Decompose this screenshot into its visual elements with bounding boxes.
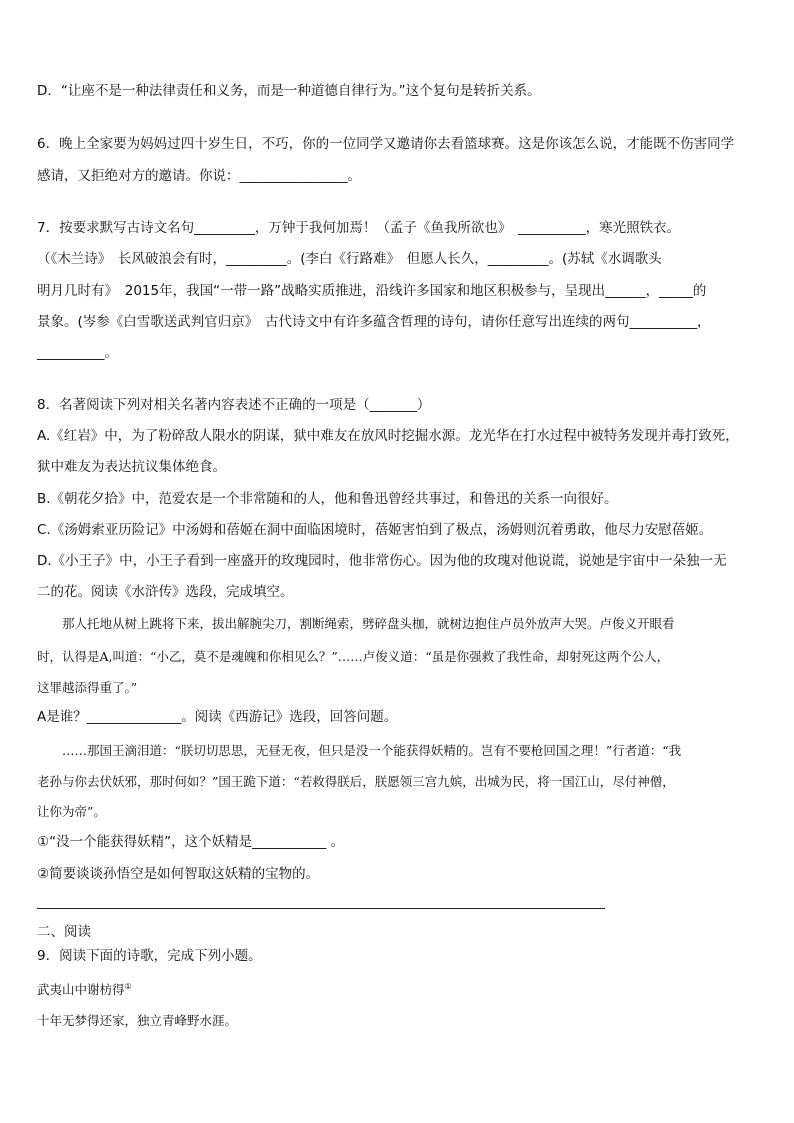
question-7-line-4: 景象。(岑参《白雪歌送武判官归京》 古代诗文中有许多蕴含哲理的诗句，请你任意写出连续的两句__________， bbox=[37, 314, 711, 330]
footnote-marker: ① bbox=[124, 982, 132, 991]
poem-line-1: 十年无梦得还家，独立青峰野水涯。 bbox=[37, 1013, 238, 1028]
question-9-stem: 9．阅读下面的诗歌，完成下列小题。 bbox=[37, 948, 262, 964]
question-8-option-d-2: 二的花。阅读《水浒传》选段，完成填空。 bbox=[37, 584, 294, 600]
question-8-option-d-1: D.《小王子》中，小王子看到一座盛开的玫瑰园时，他非常伤心。因为他的玫瑰对他说谎，说她是宇宙中一朵独一无 bbox=[37, 553, 727, 569]
shuihu-excerpt-line-3: 这罪越添得重了。” bbox=[37, 680, 138, 695]
question-8-option-a-1: A.《红岩》中，为了粉碎敌人限水的阴谋，狱中难友在放风时挖掘水源。龙光华在打水过程中被特务发现并毒打致死， bbox=[37, 428, 739, 444]
question-8-option-c: C.《汤姆索亚历险记》中汤姆和蓓姬在洞中面临困境时，蓓姬害怕到了极点，汤姆则沉着勇敢，他尽力安慰蓓姬。 bbox=[37, 522, 713, 538]
shuihu-excerpt-line-1: 那人托地从树上跳将下来，拔出解腕尖刀，割断绳索，劈碎盘头枷，就树边抱住卢员外放声大哭。卢俊义开眼看 bbox=[37, 616, 675, 631]
poem-title-text: 武夷山中谢枋得 bbox=[37, 982, 125, 998]
question-7-line-5: __________。 bbox=[37, 345, 118, 361]
question-7-line-1: 7．按要求默写古诗文名句_________，万钟于我何加焉！（孟子《鱼我所欲也》 __________，寒光照铁衣。 bbox=[37, 220, 681, 236]
question-7-line-3: 明月几时有》 2015年，我国“一带一路”战略实质推进，沿线许多国家和地区积极参与，呈现出______，_____的 bbox=[37, 283, 707, 299]
xiyouji-excerpt-line-1: ……那国王滴泪道：“朕切切思思，无昼无夜，但只是没一个能获得妖精的。岂有不要枪回国之理！”行者道：“我 bbox=[37, 743, 682, 758]
xiyouji-excerpt-line-3: 让你为帝”。 bbox=[37, 804, 106, 819]
shuihu-question: A是谁？______________。阅读《西游记》选段，回答问题。 bbox=[37, 709, 398, 725]
option-d-line: D．“让座不是一种法律责任和义务，而是一种道德自律行为。”这个复句是转折关系。 bbox=[37, 83, 541, 99]
xiyouji-question-1: ①“没一个能获得妖精”，这个妖精是___________ 。 bbox=[37, 834, 345, 850]
answer-rule bbox=[37, 908, 605, 909]
xiyouji-excerpt-line-2: 老孙与你去伏妖邪，那时何如？”国王跪下道：“若救得朕后，朕愿领三宫九嫔，出城为民，将一国江山，尽付神僧， bbox=[37, 774, 675, 789]
poem-title bbox=[37, 978, 132, 999]
xiyouji-question-2: ②简要谈谈孙悟空是如何智取这妖精的宝物的。 bbox=[37, 866, 320, 882]
section-heading-reading: 二、阅读 bbox=[37, 924, 91, 940]
question-6-line-1: 6．晚上全家要为妈妈过四十岁生日，不巧，你的一位同学又邀请你去看篮球赛。这是你该怎么说，才能既不伤害同学 bbox=[37, 136, 735, 152]
shuihu-excerpt-line-2: 时，认得是A,叫道：“小乙，莫不是魂魄和你相见么？”……卢俊义道：“虽是你强救了我性命，却射死这两个公人， bbox=[37, 649, 670, 664]
question-7-line-2: （《木兰诗》 长风破浪会有时，_________。(李白《行路难》 但愿人长久，_________。(苏轼《水调歌头 bbox=[37, 251, 662, 267]
question-8-option-a-2: 狱中难友为表达抗议集体绝食。 bbox=[37, 459, 226, 475]
question-8-option-b: B.《朝花夕拾》中，范爱农是一个非常随和的人，他和鲁迅曾经共事过，和鲁迅的关系一向很好。 bbox=[37, 491, 618, 507]
question-8-stem: 8．名著阅读下列对相关名著内容表述不正确的一项是（_______） bbox=[37, 397, 431, 413]
question-6-line-2: 感请，又拒绝对方的邀请。你说：________________。 bbox=[37, 168, 361, 184]
